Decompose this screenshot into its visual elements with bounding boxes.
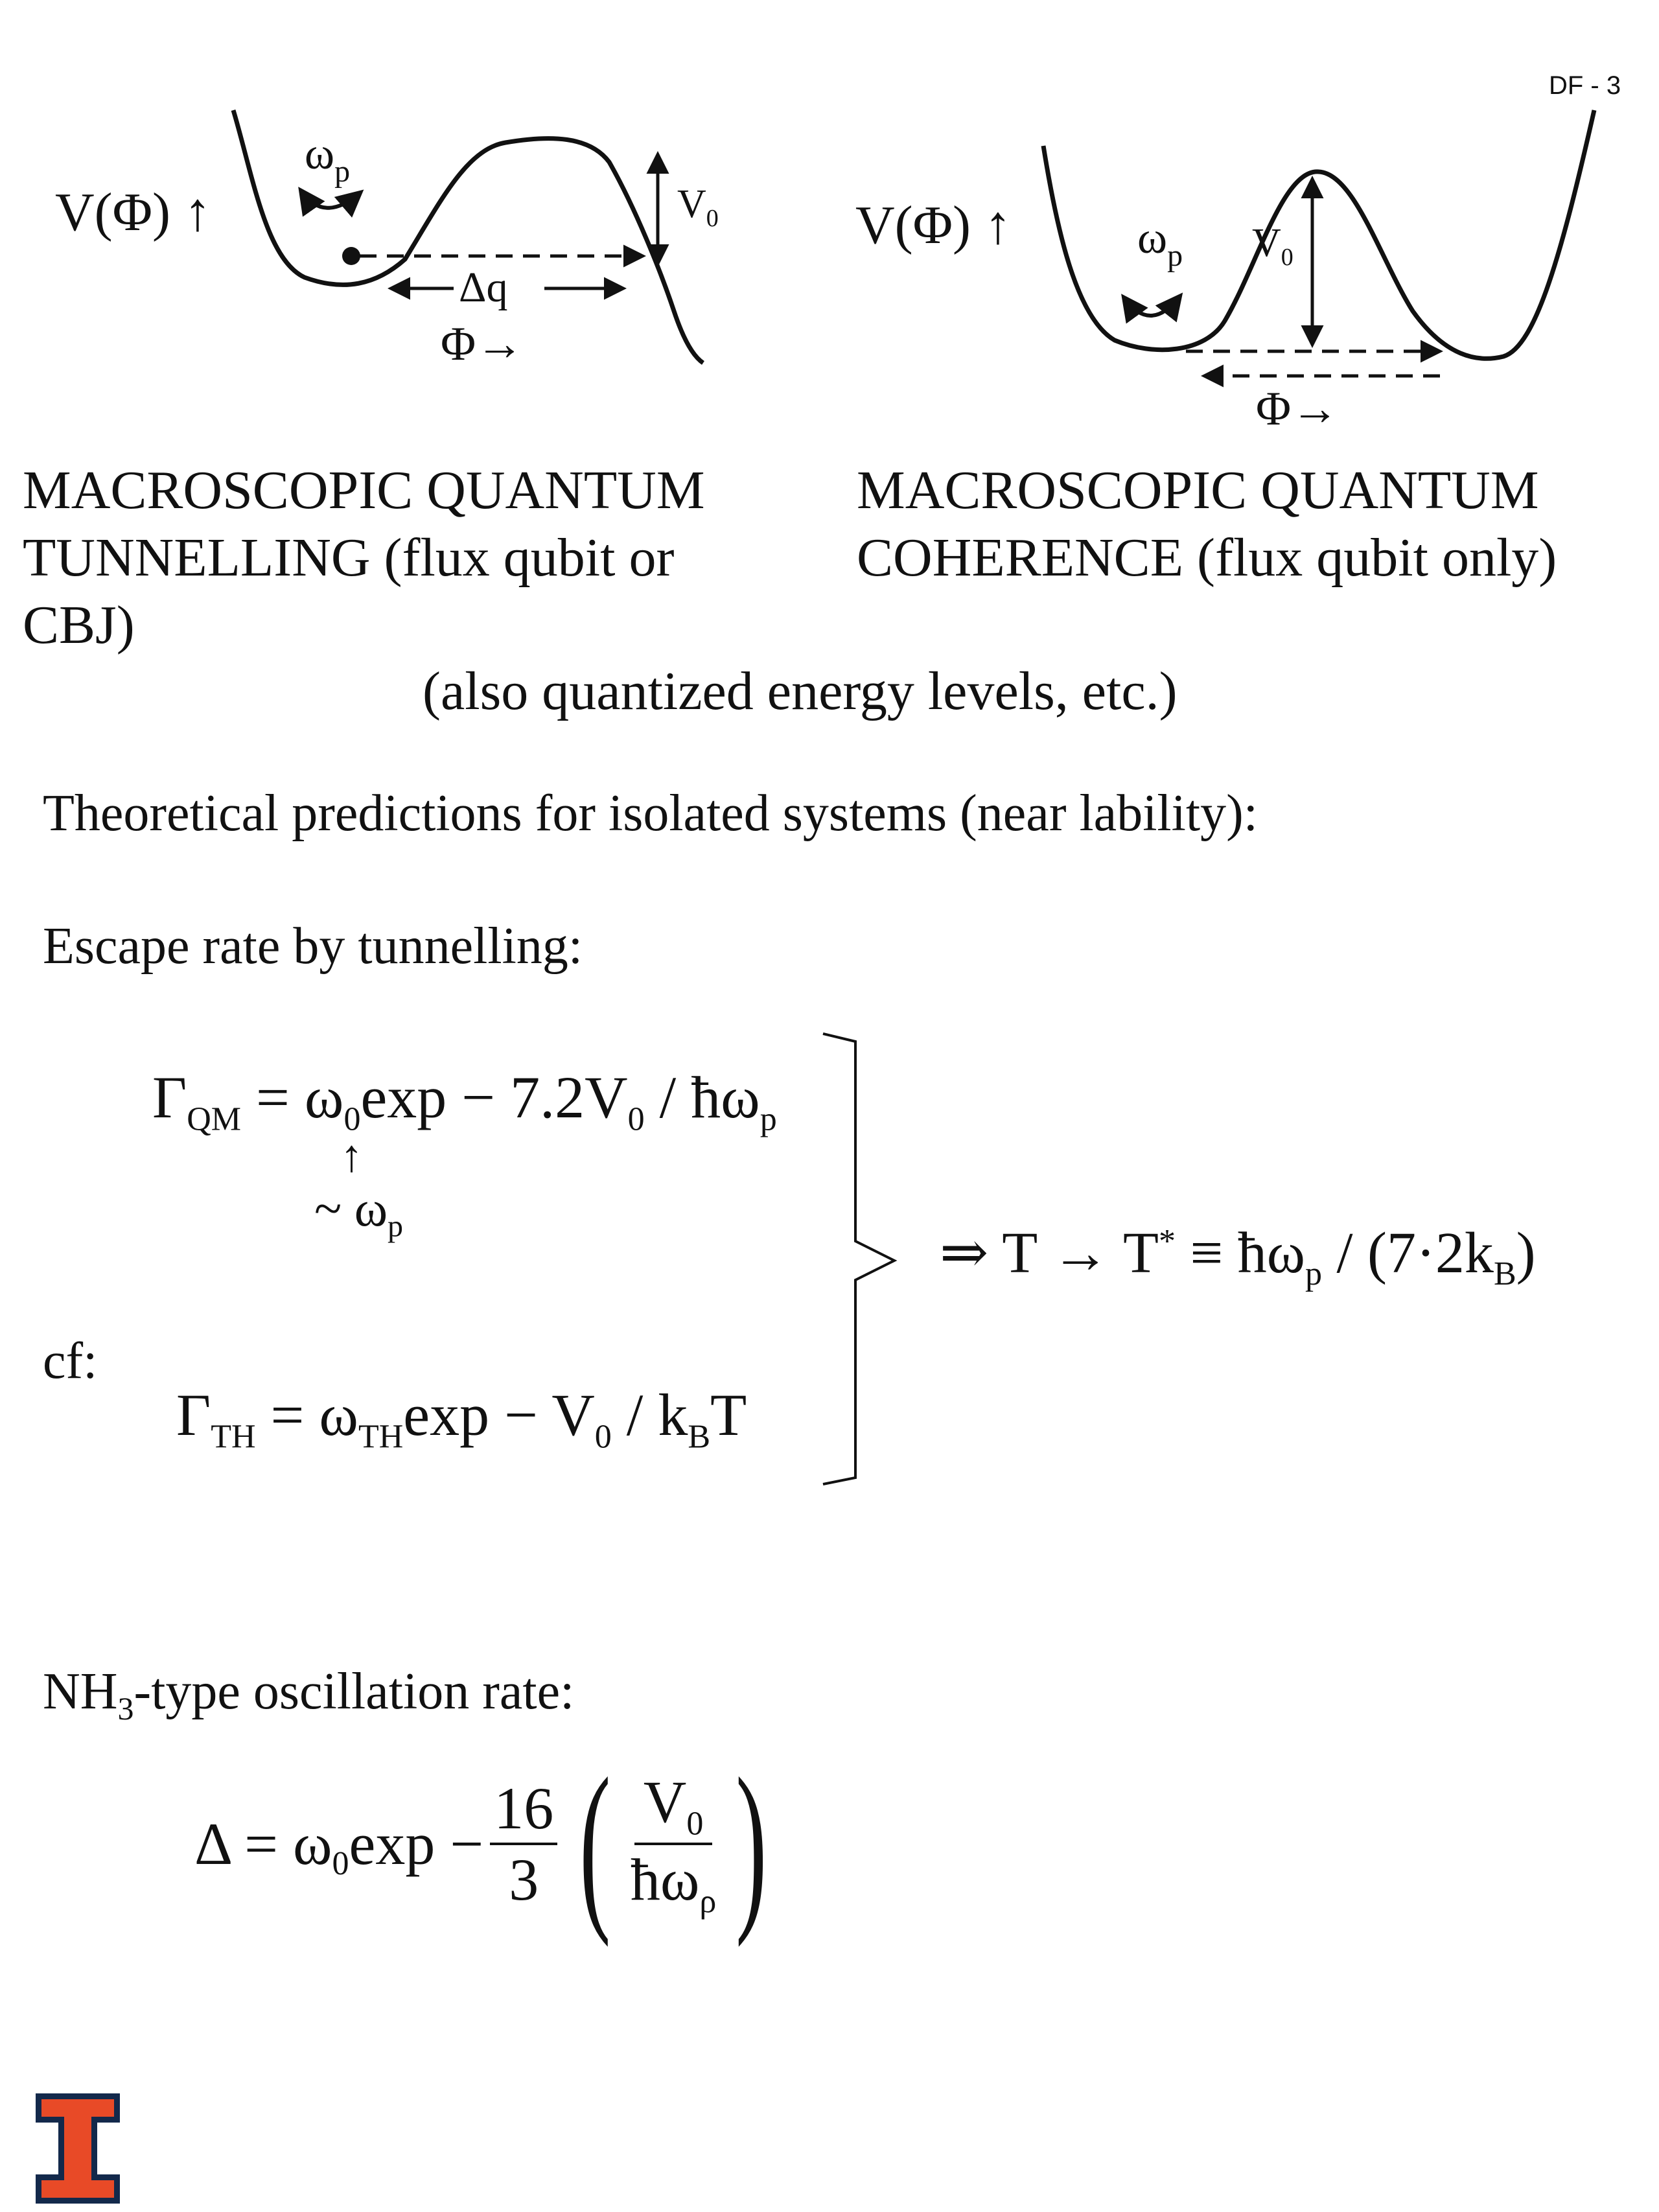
tunnelling-potential-diagram [39, 97, 752, 434]
grouping-bracket [817, 1027, 907, 1494]
university-block-i-logo [36, 2093, 120, 2204]
omega-p-label: $\omega_p$ [1137, 213, 1183, 273]
fraction-16-3: $\frac{16}{3}$ [490, 1774, 557, 1914]
caption-line: COHERENCE (flux qubit only) [857, 528, 1557, 588]
phi-axis-label: Φ→ [441, 318, 524, 371]
omega0-approx-note: ~ $\omega_p$ [314, 1180, 404, 1244]
dq-label: Δq [459, 264, 508, 311]
coherence-potential-diagram [842, 97, 1620, 447]
equation-crossover-temperature: ⇒ $T \to T^* \equiv ħ\omega_p / (7\cdot 2k_B)$ [940, 1221, 1536, 1292]
barrier-label: $V_0$ [1252, 221, 1294, 271]
phi-axis-label: Φ→ [1256, 382, 1340, 436]
omega-p-label: $\omega_p$ [305, 129, 351, 189]
potential-axis-label: V(Φ) ↑ [55, 182, 212, 242]
cf-label: cf: [43, 1333, 98, 1390]
left-paren: ( [579, 1740, 611, 1948]
omega0-arrow: ↑ [340, 1132, 363, 1182]
energy-levels-note: (also quantized energy levels, etc.) [423, 661, 1178, 721]
caption-line: TUNNELLING (flux qubit or [23, 528, 675, 588]
fraction-v0-hw: $V_0$ $ħ\omega_\rho$ [630, 1768, 717, 1920]
barrier-label: $V_0$ [677, 182, 719, 232]
equation-gamma-qm: $\Gamma_{QM} = \omega_0\exp - 7.2V_0$ / $ħ\omega_p$ [152, 1064, 777, 1138]
theory-heading: Theoretical predictions for isolated systems (near lability): [43, 785, 1258, 842]
slide-label: DF - 3 [1549, 71, 1621, 100]
equation-gamma-th: $\Gamma_{TH} = \omega_{TH}\exp - V_0 / k_BT$ [176, 1382, 747, 1456]
caption-tunnelling [23, 457, 705, 659]
caption-coherence [857, 457, 1557, 592]
double-well-curve [1043, 110, 1594, 358]
right-paren: ) [736, 1740, 767, 1948]
caption-line: MACROSCOPIC QUANTUM [857, 460, 1539, 520]
caption-line: CBJ) [23, 595, 135, 655]
oscillation-arrow [1124, 297, 1179, 316]
particle-dot [342, 247, 360, 265]
caption-line: MACROSCOPIC QUANTUM [23, 460, 705, 520]
escape-heading: Escape rate by tunnelling: [43, 918, 583, 975]
nh3-heading: $NH_3$-type oscillation rate: [43, 1663, 575, 1727]
oscillation-arrow [301, 191, 360, 208]
equation-delta: Δ = ω $_0$ exp − $\frac{16}{3}$ ( $V_0$ $ħ\omega_\rho$ ) [194, 1740, 767, 1948]
potential-axis-label: V(Φ) ↑ [855, 195, 1012, 255]
